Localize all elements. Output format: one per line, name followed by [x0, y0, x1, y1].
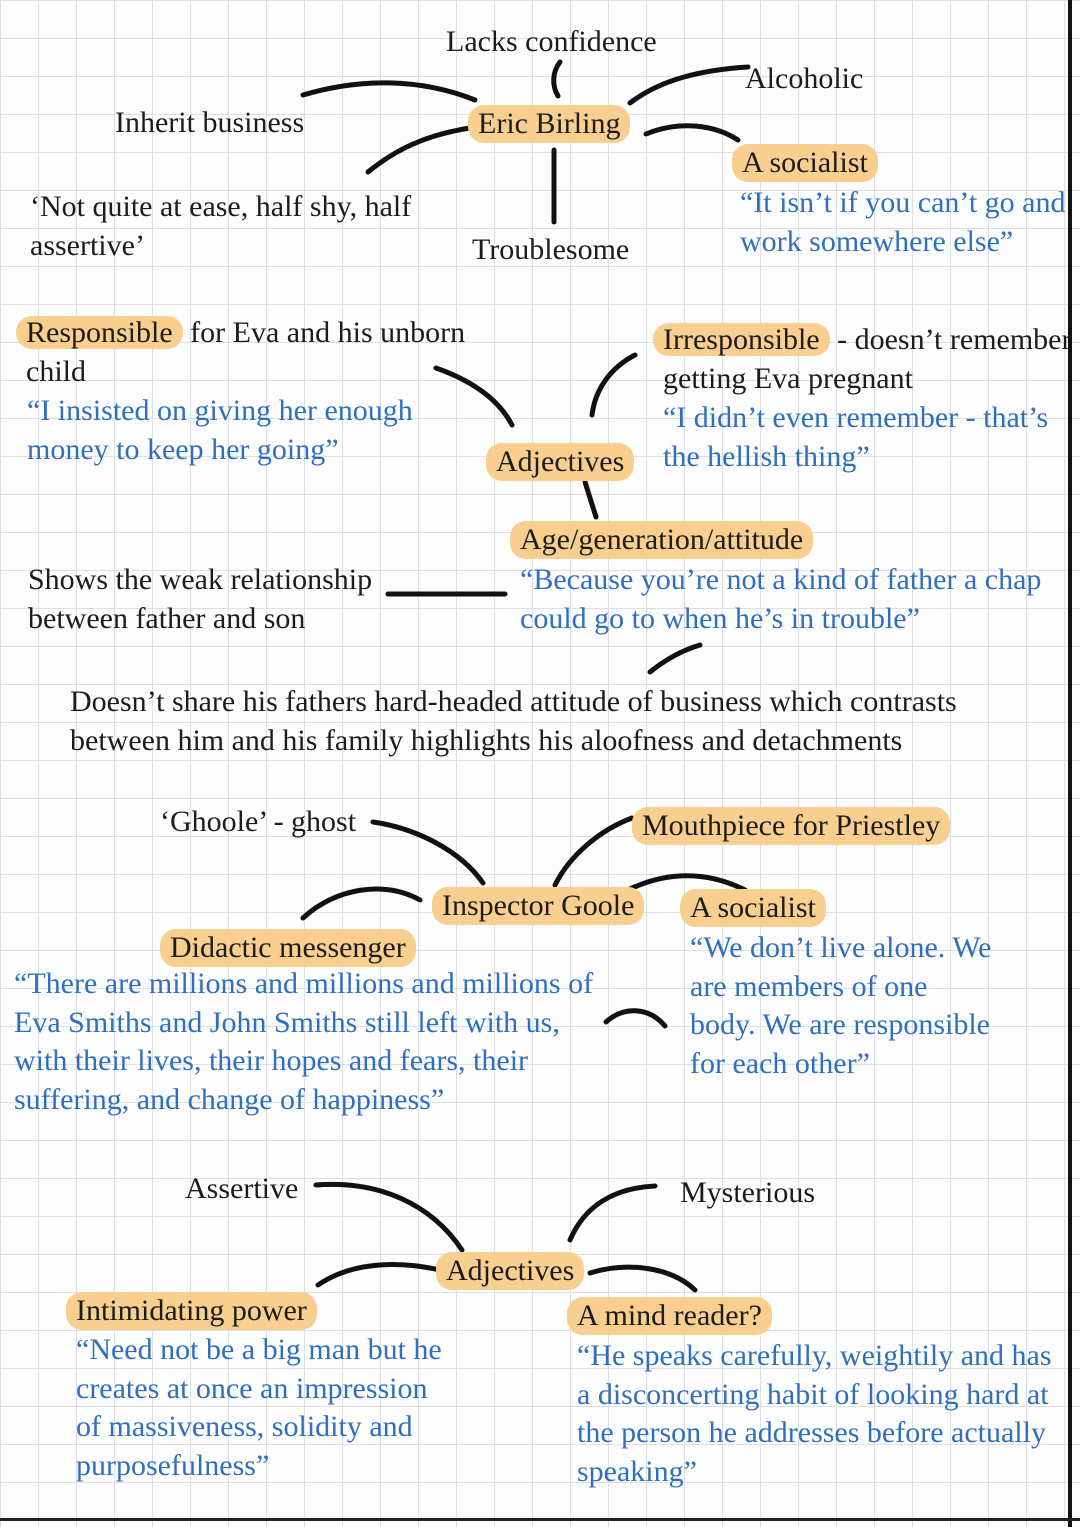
irresponsible-note: Irresponsible - doesn’t remember getting Eva pregnant: [653, 321, 1072, 398]
troublesome-label: Troublesome: [472, 233, 630, 266]
responsible-label: Responsible: [16, 316, 183, 349]
inspector-goole-node: Inspector Goole: [432, 887, 644, 925]
connector-line: [316, 1184, 462, 1250]
responsible-note: Responsible for Eva and his unborn child: [16, 314, 465, 391]
inspector-socialist-label: A socialist: [680, 889, 826, 927]
connector-line: [628, 876, 745, 890]
connector-line: [590, 1267, 695, 1290]
connector-line: [630, 67, 748, 103]
mysterious-label: Mysterious: [680, 1176, 815, 1209]
didactic-messenger-quote: “There are millions and millions and millions of Eva Smiths and John Smiths still left with us, with their lives, their hopes and fears, their suffering, and change of happiness”: [14, 967, 594, 1116]
mind-reader-quote: “He speaks carefully, weightily and has a disconcerting habit of looking hard at the person he addresses before actually speaking”: [577, 1339, 1052, 1488]
connector-line: [555, 818, 632, 885]
connector-line: [592, 355, 635, 415]
not-at-ease-quote: ‘Not quite at ease, half shy, half assertive’: [30, 190, 412, 262]
connector-line: [368, 128, 470, 172]
age-generation-label: Age/generation/attitude: [510, 521, 813, 559]
intimidating-power-quote: “Need not be a big man but he creates at once an impression of massiveness, solidity and purposefulness”: [76, 1333, 442, 1482]
intimidating-power-label: Intimidating power: [66, 1292, 317, 1330]
inspector-socialist-quote: “We don’t live alone. We are members of one body. We are responsible for each other”: [690, 931, 992, 1080]
mind-reader-label: A mind reader?: [567, 1297, 772, 1335]
connector-line: [606, 1011, 665, 1026]
connector-line: [303, 83, 475, 100]
inherit-business-label: Inherit business: [115, 106, 305, 139]
eric-birling-node: Eric Birling: [468, 105, 630, 143]
connector-line: [373, 822, 483, 883]
eric-socialist-label: A socialist: [732, 144, 878, 182]
inspector-adjectives-node: Adjectives: [436, 1252, 584, 1290]
business-attitude-note: Doesn’t share his fathers hard-headed attitude of business which contrasts between him and his family highlights his aloofness and detachments: [70, 685, 957, 757]
connector-line: [650, 645, 700, 672]
weak-relationship-note: Shows the weak relationship between father and son: [28, 563, 373, 635]
irresponsible-quote: “I didn’t even remember - that’s the hellish thing”: [663, 401, 1049, 473]
ghoole-ghost-label: ‘Ghoole’ - ghost: [160, 805, 357, 838]
lacks-confidence-label: Lacks confidence: [446, 25, 657, 58]
assertive-label: Assertive: [185, 1172, 299, 1205]
didactic-messenger-label: Didactic messenger: [160, 929, 416, 967]
connector-line: [554, 62, 560, 96]
connector-line: [318, 1265, 440, 1285]
eric-adjectives-node: Adjectives: [486, 443, 634, 481]
eric-socialist-quote: “It isn’t if you can’t go and work somewhere else”: [740, 186, 1066, 258]
mouthpiece-label: Mouthpiece for Priestley: [632, 807, 950, 845]
connector-line: [646, 126, 738, 140]
connector-line: [303, 889, 420, 918]
irresponsible-label: Irresponsible: [653, 323, 830, 356]
responsible-quote: “I insisted on giving her enough money to keep her going”: [27, 394, 413, 466]
alcoholic-label: Alcoholic: [745, 62, 864, 95]
connector-line: [585, 482, 596, 517]
age-generation-quote: “Because you’re not a kind of father a chap could go to when he’s in trouble”: [520, 563, 1042, 635]
connector-line: [570, 1186, 655, 1240]
